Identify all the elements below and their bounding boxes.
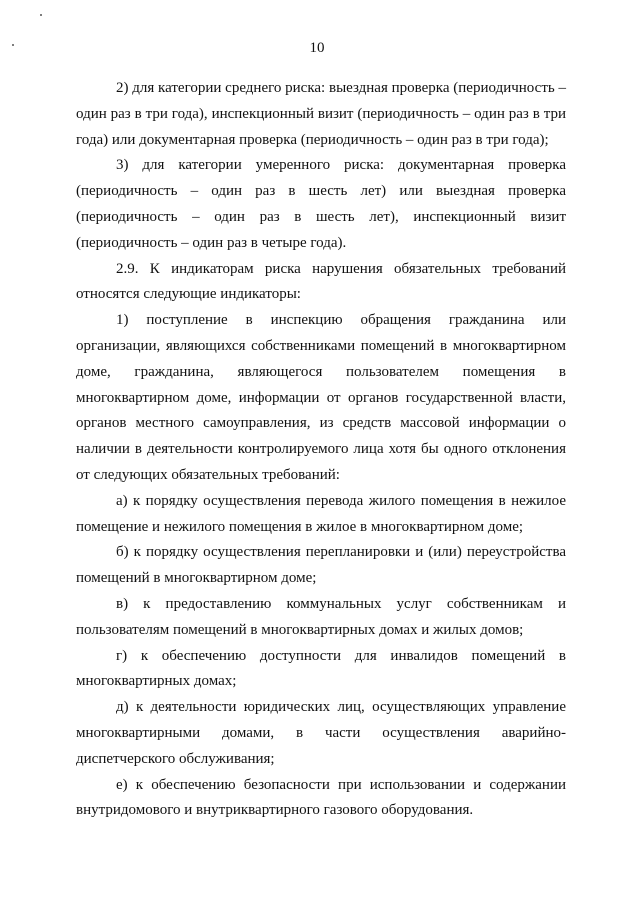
paragraph-high-risk: 2) для категории среднего риска: выездная проверка (периодичность – один раз в три года), инспекционный визит (периодичность – один раз в три года) или документарная проверка (периодичность – один раз в три года); [76,80,566,148]
document-body [76,76,566,824]
paragraph-item-v: в) к предоставлению коммунальных услуг собственникам и пользователям помещений в многоквартирных домах и жилых домов; [76,595,566,638]
scan-speck [40,14,42,16]
paragraph-item-d: д) к деятельности юридических лиц, осуществляющих управление многоквартирными домами, в части осуществления аварийно-диспетчерского обслуживания; [76,699,566,767]
paragraph-item-e: е) к обеспечению безопасности при использовании и содержании внутридомового и внутриквартирного газового оборудования. [76,776,566,819]
paragraph-risk-indicators-intro: 2.9. К индикаторам риска нарушения обязательных требований относятся следующие индикаторы: [76,260,566,303]
paragraph-moderate-risk: 3) для категории умеренного риска: документарная проверка (периодичность – один раз в шесть лет) или выездная проверка (периодичность – один раз в шесть лет), инспекционный визит (периодичность – один раз в четыре года). [76,157,566,251]
paragraph-item-b: б) к порядку осуществления перепланировки и (или) переустройства помещений в многоквартирном доме; [76,544,566,587]
page-number: 10 [309,40,325,56]
paragraph-indicator-1: 1) поступление в инспекцию обращения гражданина или организации, являющихся собственниками помещений в многоквартирном доме, гражданина, являющегося пользователем помещения в многоквартирном доме, информации от органов государственной власти, органов местного самоуправления, из средств массовой информации о наличии в деятельности контролируемого лица хотя бы одного отклонения от следующих обязательных требований: [76,312,566,483]
paragraph-item-a: а) к порядку осуществления перевода жилого помещения в нежилое помещение и нежилого помещения в жилое в многоквартирном доме; [76,492,566,535]
paragraph-item-g: г) к обеспечению доступности для инвалидов помещений в многоквартирных домах; [76,647,566,690]
